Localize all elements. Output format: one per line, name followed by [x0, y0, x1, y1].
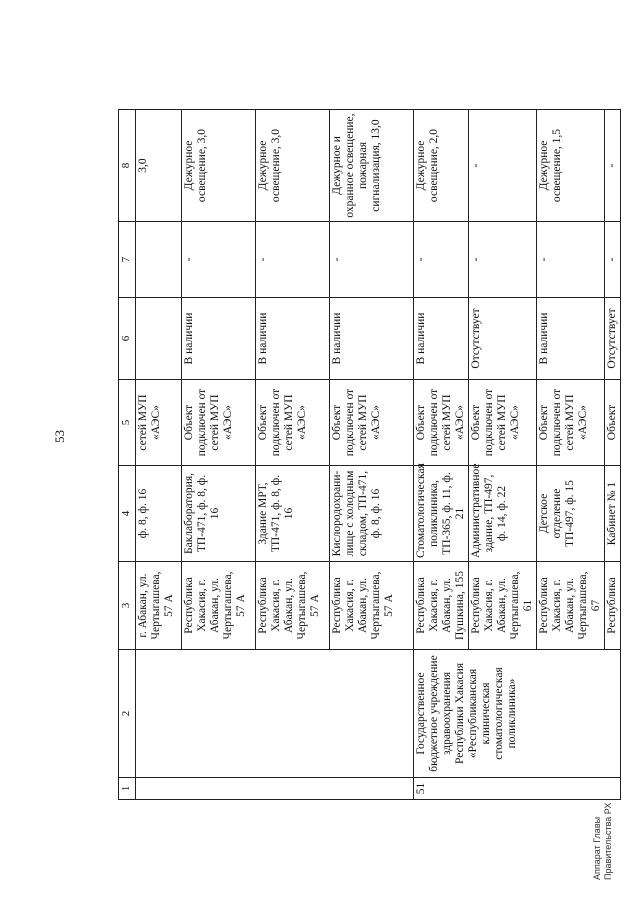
address-cell: Республика Хакасия, г. Абакан, ул. Чертыгашева, 57 А	[256, 562, 330, 650]
col7-cell	[136, 222, 182, 298]
availability-cell	[136, 298, 182, 380]
connection-cell: Объект подключен от сетей МУП «АЭС»	[256, 380, 330, 466]
col-header-5: 5	[119, 380, 136, 466]
address-cell: Республика Хакасия, г. Абакан, ул. Чертыгашева, 61	[469, 562, 537, 650]
availability-cell: В наличии	[330, 298, 414, 380]
availability-cell: В наличии	[256, 298, 330, 380]
availability-cell: В наличии	[537, 298, 605, 380]
col7-cell: -	[256, 222, 330, 298]
load-cell: Дежурное освещение, 1,5	[537, 110, 605, 222]
col-header-7: 7	[119, 222, 136, 298]
connection-cell: Объект подключен от сетей МУП «АЭС»	[330, 380, 414, 466]
col7-cell: -	[605, 222, 621, 298]
row-number-cell: 51	[414, 778, 621, 800]
load-cell: -	[469, 110, 537, 222]
connection-cell: Объект подключен от сетей МУП «АЭС»	[537, 380, 605, 466]
table-row	[414, 110, 469, 800]
data-table	[118, 109, 621, 800]
col-header-8: 8	[119, 110, 136, 222]
object-cell: Кислородохрани-лище с холодным складом, ТП-471, ф. 8, ф. 16	[330, 466, 414, 562]
availability-cell: Отсутствует	[469, 298, 537, 380]
address-cell: Республика Хакасия, г. Абакан, ул. Пушкина, 155	[414, 562, 469, 650]
row-number-cell	[136, 778, 414, 800]
load-cell: Дежурное освещение, 3,0	[182, 110, 256, 222]
object-cell: Здание МРТ, ТП-471, ф. 8, ф. 16	[256, 466, 330, 562]
header-row	[119, 110, 136, 800]
col-header-6: 6	[119, 298, 136, 380]
col-header-2: 2	[119, 650, 136, 778]
col7-cell: -	[469, 222, 537, 298]
table-row	[136, 110, 182, 800]
institution-cell: Государственное бюджетное учреждение здравоохранения Республики Хакасия «Республиканская клиническая стоматологическая поликлиника»	[414, 650, 621, 778]
load-cell: Дежурное освещение, 3,0	[256, 110, 330, 222]
col-header-3: 3	[119, 562, 136, 650]
address-cell: Республика Хакасия, г. Абакан, ул. Чертыгашева, 67	[537, 562, 605, 650]
address-cell: Республика Хакасия, г. Абакан, ул. Чертыгашева, 57 А	[330, 562, 414, 650]
availability-cell: В наличии	[414, 298, 469, 380]
availability-cell: В наличии	[182, 298, 256, 380]
connection-cell: Объект	[605, 380, 621, 466]
availability-cell: Отсутствует	[605, 298, 621, 380]
connection-cell: Объект подключен от сетей МУП «АЭС»	[414, 380, 469, 466]
load-cell: Дежурное освещение, 2,0	[414, 110, 469, 222]
col-header-1: 1	[119, 778, 136, 800]
col7-cell: -	[414, 222, 469, 298]
connection-cell: Объект подключен от сетей МУП «АЭС»	[469, 380, 537, 466]
page-number: 53	[52, 430, 67, 443]
object-cell: ф. 8, ф. 16	[136, 466, 182, 562]
col7-cell: -	[537, 222, 605, 298]
office-stamp	[592, 740, 614, 880]
object-cell: Баклаборатория, ТП-471, ф. 8, ф. 16	[182, 466, 256, 562]
object-cell: Стоматологическая поликлиника, ТП-365, ф. 11, ф. 21	[414, 466, 469, 562]
col7-cell: -	[182, 222, 256, 298]
connection-cell: сетей МУП «АЭС»	[136, 380, 182, 466]
col-header-4: 4	[119, 466, 136, 562]
institution-cell	[136, 650, 414, 778]
object-cell: Детское отделение ТП-497, ф. 15	[537, 466, 605, 562]
rotated-table-wrapper	[118, 110, 618, 800]
object-cell: Кабинет № 1	[605, 466, 621, 562]
connection-cell: Объект подключен от сетей МУП «АЭС»	[182, 380, 256, 466]
address-cell: г. Абакан, ул. Чертыгашева, 57 А	[136, 562, 182, 650]
address-cell: Республика Хакасия, г. Абакан, ул. Чертыгашева, 57 А	[182, 562, 256, 650]
load-cell: -	[605, 110, 621, 222]
address-cell: Республика	[605, 562, 621, 650]
load-cell: 3,0	[136, 110, 182, 222]
stamp-line-2: Правительства РХ	[603, 802, 613, 880]
load-cell: Дежурное и охранное освещение, пожарная сигнализация, 13,0	[330, 110, 414, 222]
object-cell: Административное здание, ТП-497, ф. 14, ф. 22	[469, 466, 537, 562]
col7-cell: -	[330, 222, 414, 298]
stamp-line-1: Аппарат Главы	[592, 816, 602, 880]
